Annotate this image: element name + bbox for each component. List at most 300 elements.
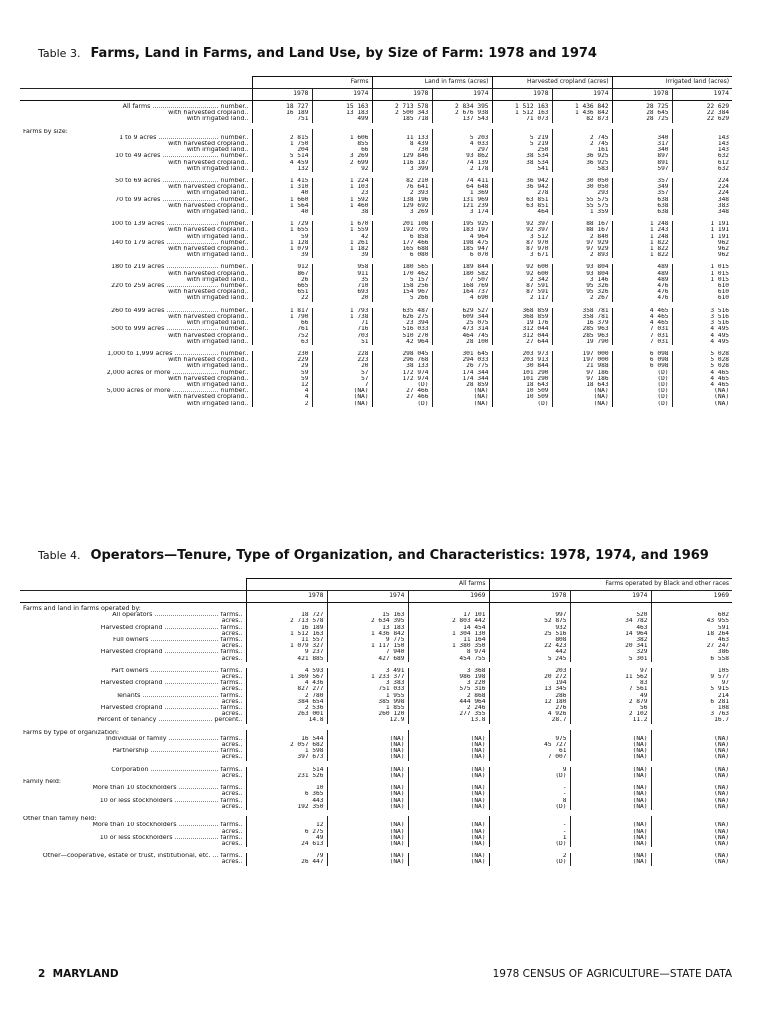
row-label: with irrigated land.. — [186, 116, 249, 123]
row-label: with harvested cropland.. — [168, 184, 249, 191]
cell-value: (NA) — [327, 742, 408, 748]
cell-value: 12 180 — [489, 699, 570, 705]
cell-value: 55 575 — [552, 203, 612, 209]
row-label: acres.. — [221, 791, 243, 798]
cell-value: 49 — [570, 693, 651, 699]
row-label: with irrigated land.. — [186, 233, 249, 240]
cell-value: 2 500 343 — [372, 110, 432, 116]
cell-value: 386 — [651, 649, 732, 655]
cell-value: 385 998 — [327, 699, 408, 705]
cell-value: 368 859 — [492, 308, 552, 314]
cell-value: (NA) — [432, 401, 492, 407]
cell-value: 8 974 — [408, 649, 489, 655]
cell-value: 298 045 — [372, 351, 432, 357]
cell-value: 4 593 — [246, 668, 327, 674]
cell-value: 22 — [252, 295, 312, 301]
cell-value: 27 466 — [372, 388, 432, 394]
cell-value: 183 197 — [432, 227, 492, 233]
row-label: acres.. — [221, 630, 243, 637]
cell-value: (D) — [612, 394, 672, 400]
cell-value: 276 — [489, 705, 570, 711]
cell-value: 1 559 — [312, 227, 372, 233]
cell-value: 301 645 — [432, 351, 492, 357]
cell-value: 4 495 — [672, 339, 732, 345]
cell-value: 4 964 — [432, 234, 492, 240]
cell-value: 230 — [252, 351, 312, 357]
cell-value: 1 310 — [252, 184, 312, 190]
cell-value: (NA) — [651, 859, 732, 865]
cell-value: 38 534 — [492, 160, 552, 166]
cell-value: 154 967 — [372, 289, 432, 295]
cell-value: 583 — [552, 166, 612, 172]
cell-value: 597 — [612, 166, 672, 172]
cell-value: 16.7 — [651, 717, 732, 723]
cell-value: 2 057 682 — [246, 742, 327, 748]
cell-value: 5 028 — [672, 357, 732, 363]
cell-value: 3 146 — [552, 277, 612, 283]
cell-value: 3 368 — [408, 668, 489, 674]
cell-value: 1 191 — [672, 234, 732, 240]
cell-value: (D) — [489, 773, 570, 779]
table3-year-header — [20, 89, 732, 101]
cell-value: 463 — [570, 625, 651, 631]
row-label: with irrigated land.. — [186, 381, 249, 388]
cell-value: 463 — [651, 637, 732, 643]
cell-value: 1 670 — [312, 221, 372, 227]
cell-value: 5 219 — [492, 141, 552, 147]
cell-value: 83 — [570, 680, 651, 686]
row-label: More than 10 stockholders .................... farms.. — [92, 822, 243, 829]
cell-value: 632 — [672, 153, 732, 159]
row-label: with irrigated land.. — [186, 320, 249, 327]
cell-value: 2 — [252, 401, 312, 407]
cell-value: (NA) — [651, 748, 732, 754]
cell-value: 464 — [492, 209, 552, 215]
cell-value: (NA) — [432, 388, 492, 394]
cell-value: 49 — [246, 835, 327, 841]
cell-value: 7 — [312, 382, 372, 388]
cell-value: 36 925 — [552, 160, 612, 166]
cell-value — [651, 603, 732, 613]
cell-value: (NA) — [570, 829, 651, 835]
cell-value: 2 102 — [570, 711, 651, 717]
cell-value: 36 942 — [492, 184, 552, 190]
cell-value: 855 — [312, 141, 372, 147]
row-label: 50 to 69 acres ............................ number.. — [115, 178, 249, 185]
cell-value: 16 544 — [246, 736, 327, 742]
table-row — [20, 603, 732, 613]
row-label: Farms by size: — [23, 128, 68, 135]
cell-value: 4 436 — [246, 680, 327, 686]
cell-value: 9 — [489, 767, 570, 773]
cell-value: 18 727 — [252, 101, 312, 111]
table4-year: 1969 — [408, 591, 489, 603]
cell-value: 20 — [312, 363, 372, 369]
cell-value: 1 955 — [327, 693, 408, 699]
cell-value: 1 460 — [312, 203, 372, 209]
cell-value: 172 974 — [372, 370, 432, 376]
cell-value: (NA) — [570, 754, 651, 760]
cell-value: 4 033 — [432, 141, 492, 147]
cell-value: 9 237 — [246, 649, 327, 655]
table3-year: 1974 — [312, 89, 372, 101]
cell-value: 912 — [252, 264, 312, 270]
cell-value: 1 261 — [312, 240, 372, 246]
cell-value: 2 117 — [492, 295, 552, 301]
cell-value: 39 — [312, 252, 372, 258]
cell-value: 101 290 — [492, 376, 552, 382]
cell-value: 28 100 — [432, 339, 492, 345]
cell-value: 476 — [612, 289, 672, 295]
cell-value: (NA) — [651, 742, 732, 748]
row-label: with harvested cropland.. — [168, 289, 249, 296]
cell-value: (NA) — [408, 804, 489, 810]
cell-value: 297 — [432, 147, 492, 153]
cell-value: 4 926 — [489, 711, 570, 717]
cell-value: (NA) — [570, 773, 651, 779]
row-label: with irrigated land.. — [186, 252, 249, 259]
cell-value: 42 — [312, 234, 372, 240]
cell-value: (NA) — [570, 853, 651, 859]
cell-value: 5 915 — [651, 686, 732, 692]
cell-value: 34 782 — [570, 618, 651, 624]
cell-value: 14.8 — [246, 717, 327, 723]
cell-value: 18 264 — [651, 631, 732, 637]
cell-value: 57 — [312, 370, 372, 376]
cell-value: 6 098 — [612, 363, 672, 369]
table-row — [20, 401, 732, 407]
cell-value: 1 436 842 — [552, 110, 612, 116]
table3-body — [20, 101, 732, 407]
cell-value: 25 075 — [432, 320, 492, 326]
cell-value: 2 699 — [312, 160, 372, 166]
page-number: 2 — [38, 968, 46, 980]
cell-value: 168 769 — [432, 283, 492, 289]
row-label: Harvested cropland ........................... farms.. — [100, 624, 243, 631]
cell-value: 867 — [252, 271, 312, 277]
table4 — [20, 578, 732, 866]
row-label: acres.. — [221, 674, 243, 681]
cell-value: 20 341 — [570, 643, 651, 649]
cell-value: (NA) — [327, 736, 408, 742]
cell-value: (D) — [492, 401, 552, 407]
cell-value: 986 198 — [408, 674, 489, 680]
state-name: MARYLAND — [52, 968, 119, 980]
cell-value: 454 755 — [408, 656, 489, 662]
cell-value: - — [489, 791, 570, 797]
row-label: with irrigated land.. — [186, 363, 249, 370]
cell-value: 911 — [312, 271, 372, 277]
cell-value: 108 — [651, 705, 732, 711]
cell-value: (NA) — [327, 773, 408, 779]
row-label: 260 to 499 acres .......................... number.. — [111, 307, 249, 314]
cell-value: 116 187 — [372, 160, 432, 166]
cell-value: 1 182 — [312, 246, 372, 252]
cell-value: 52 875 — [489, 618, 570, 624]
table4-year: 1974 — [327, 591, 408, 603]
cell-value: 286 — [489, 693, 570, 699]
cell-value: 2 536 — [246, 705, 327, 711]
cell-value: 93 804 — [552, 264, 612, 270]
cell-value: (NA) — [432, 394, 492, 400]
cell-value: 14 454 — [408, 625, 489, 631]
cell-value: 368 859 — [492, 314, 552, 320]
cell-value: 4 465 — [612, 320, 672, 326]
cell-value: 27 247 — [651, 643, 732, 649]
cell-value: 3 491 — [327, 668, 408, 674]
cell-value: 610 — [672, 295, 732, 301]
cell-value: 7 007 — [489, 754, 570, 760]
cell-value: 35 — [312, 277, 372, 283]
cell-value: 6 558 — [651, 656, 732, 662]
cell-value: 7 031 — [612, 326, 672, 332]
cell-value: 1 592 — [312, 197, 372, 203]
cell-value: 19 176 — [492, 320, 552, 326]
row-label: Partnership .................................. farms.. — [112, 748, 243, 755]
cell-value: 30 050 — [552, 184, 612, 190]
cell-value: 716 — [312, 326, 372, 332]
cell-value: 626 275 — [372, 314, 432, 320]
table4-year: 1978 — [489, 591, 570, 603]
row-label: More than 10 stockholders .................... farms.. — [92, 785, 243, 792]
cell-value: 71 — [312, 320, 372, 326]
cell-value: 250 — [492, 147, 552, 153]
cell-value: (NA) — [408, 829, 489, 835]
cell-value: 638 — [612, 203, 672, 209]
row-label: with irrigated land.. — [186, 165, 249, 172]
cell-value: 2 868 — [408, 693, 489, 699]
cell-value: 23 — [312, 190, 372, 196]
cell-value: (NA) — [552, 401, 612, 407]
row-label: acres.. — [221, 698, 243, 705]
cell-value: 499 — [312, 116, 372, 122]
cell-value: 97 — [651, 680, 732, 686]
cell-value: 24 613 — [246, 841, 327, 847]
cell-value: 384 654 — [246, 699, 327, 705]
cell-value: 6 098 — [612, 357, 672, 363]
cell-value: 421 885 — [246, 656, 327, 662]
cell-value: (D) — [612, 382, 672, 388]
cell-value: 7 561 — [570, 686, 651, 692]
row-label: Farms and land in farms operated by: — [23, 605, 141, 612]
row-label: acres.. — [221, 754, 243, 761]
cell-value: 76 641 — [372, 184, 432, 190]
cell-value: (NA) — [327, 767, 408, 773]
cell-value: 11 133 — [372, 135, 432, 141]
cell-value: (NA) — [408, 748, 489, 754]
cell-value: 1 512 163 — [492, 110, 552, 116]
cell-value: 12 — [246, 822, 327, 828]
row-label: Farms by type of organization: — [23, 729, 119, 736]
table4-year: 1978 — [246, 591, 327, 603]
cell-value: 28 645 — [612, 110, 672, 116]
row-label: Percent of tenancy ........................... percent.. — [97, 717, 243, 724]
cell-value: 92 600 — [492, 271, 552, 277]
cell-value: (NA) — [651, 822, 732, 828]
cell-value: 610 — [672, 283, 732, 289]
table3-year: 1978 — [372, 89, 432, 101]
cell-value: 1 191 — [672, 221, 732, 227]
row-label: Corporation .................................. farms.. — [111, 766, 243, 773]
cell-value: 11.2 — [570, 717, 651, 723]
table4-group-header — [20, 579, 732, 591]
cell-value: 2 393 — [372, 190, 432, 196]
row-label: with irrigated land.. — [186, 147, 249, 154]
cell-value: 1 304 130 — [408, 631, 489, 637]
cell-value: (NA) — [570, 822, 651, 828]
cell-value: 2 267 — [552, 295, 612, 301]
cell-value: 1 729 — [252, 221, 312, 227]
cell-value: 3 383 — [327, 680, 408, 686]
row-label: Full owners .................................. farms.. — [112, 637, 243, 644]
row-label: acres.. — [221, 686, 243, 693]
cell-value: 12.9 — [327, 717, 408, 723]
cell-value: 204 — [252, 147, 312, 153]
cell-value: 730 — [372, 147, 432, 153]
row-label: Other—cooperative, estate or trust, institutional, etc. ... farms.. — [42, 853, 243, 860]
cell-value: 129 846 — [372, 153, 432, 159]
cell-value: 514 — [246, 767, 327, 773]
cell-value: (NA) — [570, 791, 651, 797]
cell-value: 349 — [612, 184, 672, 190]
cell-value: - — [489, 829, 570, 835]
row-label: with irrigated land.. — [186, 400, 249, 407]
table3-group-land: Land in farms (acres) — [372, 77, 492, 89]
cell-value: (NA) — [570, 835, 651, 841]
cell-value: 59 — [252, 234, 312, 240]
cell-value: 18 643 — [492, 382, 552, 388]
cell-value: (NA) — [408, 822, 489, 828]
cell-value: 358 781 — [552, 308, 612, 314]
cell-value: 2 246 — [408, 705, 489, 711]
cell-value: 1 224 — [312, 178, 372, 184]
cell-value: 61 — [489, 748, 570, 754]
cell-value: 28 725 — [612, 101, 672, 111]
table3-group-irrigated: Irrigated land (acres) — [612, 77, 732, 89]
cell-value: 442 — [489, 649, 570, 655]
cell-value: 294 033 — [432, 357, 492, 363]
cell-value: (NA) — [651, 841, 732, 847]
cell-value: 25 516 — [489, 631, 570, 637]
cell-value: 609 344 — [432, 314, 492, 320]
cell-value: (D) — [372, 401, 432, 407]
cell-value: 74 411 — [432, 178, 492, 184]
cell-value: 38 — [312, 209, 372, 215]
cell-value: 629 527 — [432, 308, 492, 314]
cell-value: 7 507 — [432, 277, 492, 283]
cell-value: 198 475 — [432, 240, 492, 246]
cell-value: 1 191 — [672, 227, 732, 233]
cell-value: 63 851 — [492, 197, 552, 203]
cell-value: 71 073 — [492, 116, 552, 122]
cell-value: 97 186 — [552, 370, 612, 376]
cell-value: 6 858 — [372, 234, 432, 240]
cell-value: 1 015 — [672, 264, 732, 270]
row-label: 500 to 999 acres .......................... number.. — [111, 326, 249, 333]
cell-value: 357 — [612, 178, 672, 184]
cell-value: (NA) — [327, 804, 408, 810]
cell-value: 59 — [252, 376, 312, 382]
cell-value: 203 973 — [492, 351, 552, 357]
cell-value: 192 350 — [246, 804, 327, 810]
cell-value: 74 139 — [432, 160, 492, 166]
row-label: with harvested cropland.. — [168, 246, 249, 253]
cell-value: 45 727 — [489, 742, 570, 748]
row-label: with irrigated land.. — [186, 276, 249, 283]
cell-value: 88 167 — [552, 227, 612, 233]
cell-value: (NA) — [672, 388, 732, 394]
row-label: 2,000 acres or more ....................... number.. — [106, 369, 249, 376]
cell-value: 11 562 — [570, 674, 651, 680]
cell-value: 5 028 — [672, 363, 732, 369]
row-label: Harvested cropland ........................... farms.. — [100, 680, 243, 687]
table4-title — [38, 548, 709, 563]
table4-year: 1974 — [570, 591, 651, 603]
cell-value: 1 369 — [432, 190, 492, 196]
row-label: Harvested cropland ........................... farms.. — [100, 705, 243, 712]
cell-value: (NA) — [327, 798, 408, 804]
cell-value: 1 117 150 — [327, 643, 408, 649]
cell-value: 10 509 — [492, 388, 552, 394]
row-label: with harvested cropland.. — [168, 313, 249, 320]
row-label: Part owners .................................. farms.. — [111, 667, 243, 674]
cell-value: 312 044 — [492, 326, 552, 332]
row-label: 10 or less stockholders ...................... farms.. — [99, 834, 243, 841]
cell-value: 5 514 — [252, 153, 312, 159]
cell-value: 263 001 — [246, 711, 327, 717]
cell-value: 27 466 — [372, 394, 432, 400]
cell-value: 13 183 — [312, 110, 372, 116]
cell-value: (NA) — [408, 791, 489, 797]
cell-value: 1 855 — [327, 705, 408, 711]
cell-value: 36 925 — [552, 153, 612, 159]
cell-value: (NA) — [651, 767, 732, 773]
cell-value: 197 000 — [552, 351, 612, 357]
cell-value: (NA) — [651, 736, 732, 742]
cell-value: 489 — [612, 264, 672, 270]
footer-series: 1978 CENSUS OF AGRICULTURE—STATE DATA — [492, 968, 732, 980]
cell-value: 397 673 — [246, 754, 327, 760]
cell-value: 4 465 — [612, 314, 672, 320]
cell-value: 1 233 377 — [327, 674, 408, 680]
cell-value: 1 660 — [252, 197, 312, 203]
cell-value: 28 725 — [612, 116, 672, 122]
cell-value: 975 — [489, 736, 570, 742]
cell-value: 340 — [612, 135, 672, 141]
cell-value: (NA) — [327, 785, 408, 791]
cell-value: (NA) — [552, 388, 612, 394]
cell-value: 2 342 — [492, 277, 552, 283]
row-label: acres.. — [221, 655, 243, 662]
cell-value: 180 565 — [372, 264, 432, 270]
cell-value: 231 526 — [246, 773, 327, 779]
cell-value: (NA) — [327, 841, 408, 847]
cell-value: 192 705 — [372, 227, 432, 233]
cell-value: 17 101 — [408, 612, 489, 618]
row-label: 1,000 to 1,999 acres ...................... number.. — [107, 350, 249, 357]
cell-value: 7 031 — [612, 339, 672, 345]
cell-value: 195 925 — [432, 221, 492, 227]
table4-body — [20, 603, 732, 866]
cell-value: 5 203 — [432, 135, 492, 141]
cell-value: 56 — [570, 705, 651, 711]
cell-value: 20 — [312, 295, 372, 301]
cell-value: 158 256 — [372, 283, 432, 289]
cell-value: - — [489, 822, 570, 828]
cell-value: (NA) — [570, 736, 651, 742]
cell-value: 3 399 — [372, 166, 432, 172]
cell-value: 38 133 — [372, 363, 432, 369]
